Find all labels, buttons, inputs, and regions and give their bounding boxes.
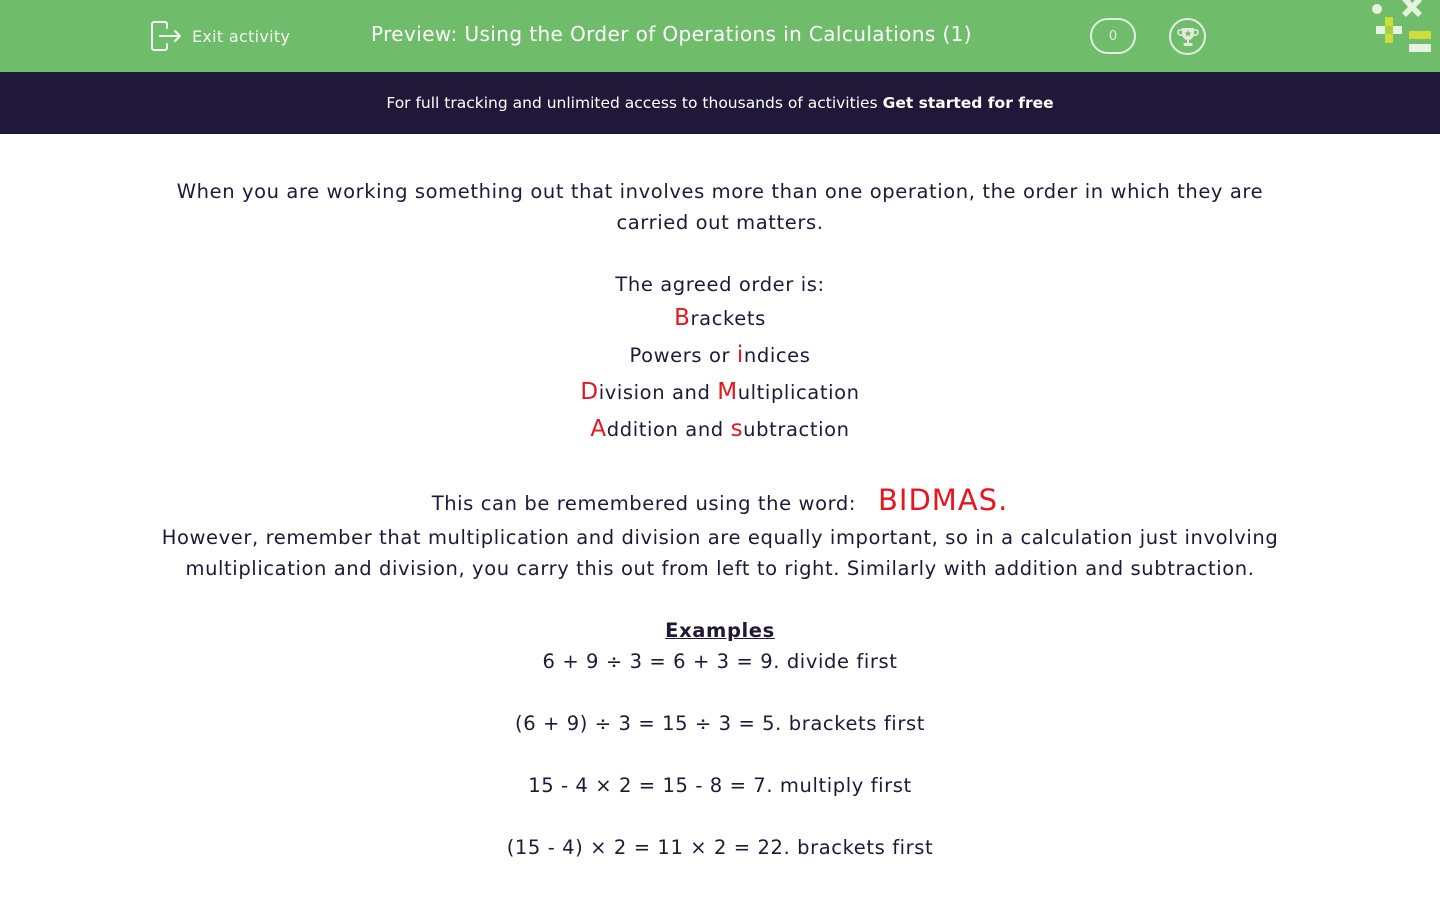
top-bar — [0, 0, 1440, 72]
page-title: Preview: Using the Order of Operations in Calculations (1) — [371, 22, 972, 46]
order-item-indices: Powers or indices — [629, 342, 811, 368]
order-item-brackets: Brackets — [674, 305, 766, 331]
remember-text: This can be remembered using the word: — [431, 492, 857, 515]
exit-activity-button[interactable] — [150, 20, 290, 52]
bidmas-acronym: BIDMAS. — [878, 483, 1009, 517]
order-item-division-multiplication: Division and Multiplication — [580, 379, 860, 405]
promo-text: For full tracking and unlimited access to thousands of activities — [386, 94, 878, 112]
trophy-button[interactable] — [1169, 18, 1206, 55]
lesson-content — [150, 176, 1290, 863]
exit-activity-label: Exit activity — [192, 26, 291, 46]
trophy-icon — [1177, 26, 1199, 48]
exit-icon — [150, 21, 182, 51]
agreed-order-label: The agreed order is: — [615, 273, 825, 296]
example-3: 15 - 4 × 2 = 15 - 8 = 7. multiply first — [528, 774, 912, 797]
math-symbols-logo — [1366, 0, 1440, 56]
example-2: (6 + 9) ÷ 3 = 15 ÷ 3 = 5. brackets first — [515, 712, 925, 735]
score-badge — [1090, 18, 1136, 54]
intro-paragraph: When you are working something out that involves more than one operation, the order in which they are carried out matters. — [176, 180, 1264, 234]
however-paragraph: However, remember that multiplication and division are equally important, so in a calculation just involving multiplication and division, you carry this out from left to right. Similarly with addition and subtraction. — [161, 526, 1279, 580]
promo-banner — [0, 72, 1440, 134]
example-4: (15 - 4) × 2 = 11 × 2 = 22. brackets first — [506, 836, 934, 859]
get-started-link[interactable]: Get started for free — [882, 94, 1054, 112]
order-item-addition-subtraction: Addition and subtraction — [590, 416, 850, 442]
examples-heading: Examples — [665, 619, 775, 642]
remember-line — [150, 482, 1290, 522]
example-1: 6 + 9 ÷ 3 = 6 + 3 = 9. divide first — [542, 650, 898, 673]
score-value: 0 — [1108, 28, 1118, 44]
